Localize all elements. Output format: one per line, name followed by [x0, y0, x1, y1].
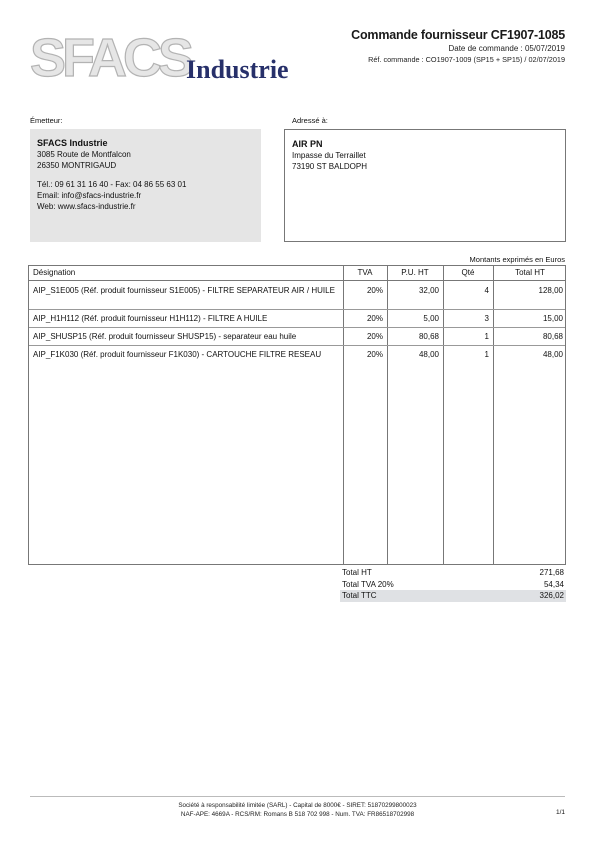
legal-footer [30, 796, 565, 819]
header-total: Total HT [515, 268, 545, 277]
recipient-name: AIR PN [292, 139, 323, 149]
totals-block [340, 567, 566, 602]
sender-address-line2: 26350 MONTRIGAUD [37, 161, 117, 170]
logo-suffix-text: Industrie [186, 55, 289, 84]
document-title: Commande fournisseur CF1907-1085 [351, 28, 565, 42]
row-1-quantity: 4 [484, 286, 489, 295]
total-tva-row [340, 579, 566, 591]
row-1-designation: AIP_S1E005 (Réf. produit fournisseur S1E005) - FILTRE SEPARATEUR AIR / HUILE [33, 286, 335, 295]
sender-address-line1: 3085 Route de Montfalcon [37, 150, 131, 159]
row-2-quantity: 3 [484, 314, 489, 323]
page-number: 1/1 [555, 809, 565, 816]
recipient-address-line1: Impasse du Terraillet [292, 151, 366, 160]
row-4-total: 48,00 [542, 350, 563, 359]
recipient-label: Adressé à: [292, 116, 328, 125]
header-unit-price: P.U. HT [401, 268, 429, 277]
total-ht-row [340, 567, 566, 579]
footer-line2: NAF-APE: 4669A - RCS/RM: Romans B 518 702 998 - Num. TVA: FR86518702998 [180, 811, 415, 818]
row-3-tva: 20% [366, 332, 383, 341]
header-tva: TVA [357, 268, 373, 277]
total-ttc-value: 326,02 [539, 591, 564, 600]
row-1-total: 128,00 [538, 286, 563, 295]
order-reference: Réf. commande : CO1907-1009 (SP15 + SP15) / 02/07/2019 [368, 55, 565, 64]
logo-mark-text: SFACS [30, 30, 191, 88]
currency-note: Montants exprimés en Euros [469, 255, 565, 264]
row-4-tva: 20% [366, 350, 383, 359]
recipient-box [284, 129, 566, 242]
total-tva-value: 54,34 [543, 579, 564, 589]
row-4-quantity: 1 [484, 350, 489, 359]
row-4-unit-price: 48,00 [418, 350, 439, 359]
order-lines-table [28, 265, 566, 565]
sender-label: Émetteur: [30, 116, 63, 125]
total-ttc-label: Total TTC [342, 591, 377, 600]
header-designation: Désignation [33, 268, 76, 277]
document-header [265, 28, 565, 64]
sender-phone: Tél.: 09 61 31 16 40 - Fax: 04 86 55 63 01 [37, 180, 187, 189]
header-quantity: Qté [461, 268, 475, 277]
row-3-total: 80,68 [542, 332, 563, 341]
sender-website: Web: www.sfacs-industrie.fr [37, 202, 136, 211]
sender-name: SFACS Industrie [37, 138, 108, 148]
footer-line1: Société à responsabilité limitée (SARL) - Capital de 8000€ - SIRET: 51870299800023 [178, 802, 417, 809]
sender-box [30, 129, 261, 242]
total-tva-label: Total TVA 20% [342, 579, 394, 589]
row-2-unit-price: 5,00 [423, 314, 439, 323]
row-3-quantity: 1 [484, 332, 489, 341]
total-ttc-row [340, 590, 566, 602]
row-2-tva: 20% [366, 314, 383, 323]
row-4-designation: AIP_F1K030 (Réf. produit fournisseur F1K030) - CARTOUCHE FILTRE RESEAU [33, 350, 322, 359]
row-1-tva: 20% [366, 286, 383, 295]
total-ht-label: Total HT [342, 568, 372, 577]
order-date: Date de commande : 05/07/2019 [448, 44, 565, 53]
row-1-unit-price: 32,00 [418, 286, 439, 295]
sender-email: Email: info@sfacs-industrie.fr [37, 191, 142, 200]
row-2-designation: AIP_H1H112 (Réf. produit fournisseur H1H112) - FILTRE A HUILE [33, 314, 268, 323]
row-3-designation: AIP_SHUSP15 (Réf. produit fournisseur SHUSP15) - separateur eau huile [33, 332, 297, 341]
row-2-total: 15,00 [542, 314, 563, 323]
row-3-unit-price: 80,68 [418, 332, 439, 341]
total-ht-value: 271,68 [539, 568, 564, 577]
recipient-address-line2: 73190 ST BALDOPH [292, 162, 368, 171]
